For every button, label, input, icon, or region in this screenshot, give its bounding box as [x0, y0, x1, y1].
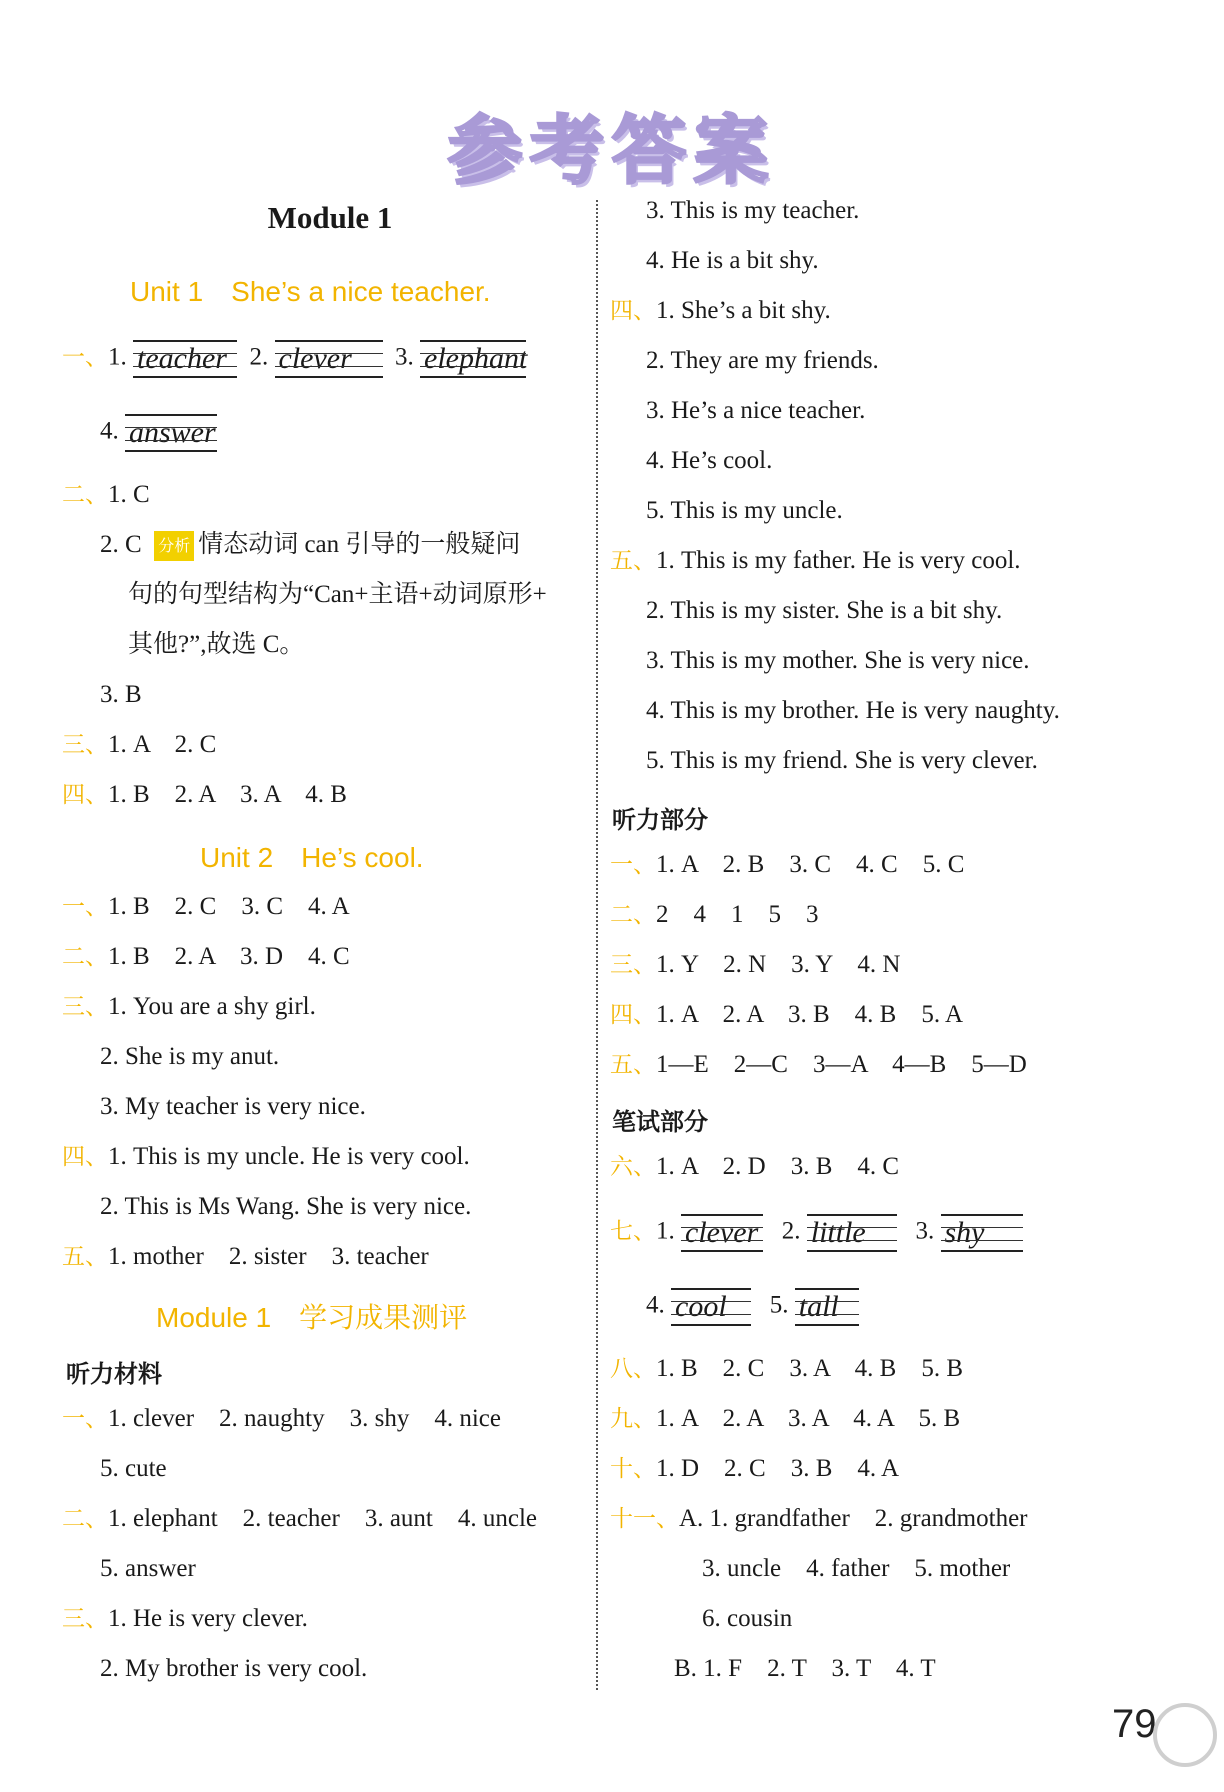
answer-text: 6. cousin	[702, 1605, 793, 1632]
section-mark: 一、	[610, 852, 656, 878]
listen-section5	[610, 1050, 1027, 1080]
watermark-logo	[1150, 1700, 1224, 1780]
a-section3-line1	[62, 1604, 308, 1634]
handwritten-answer: shy	[941, 1214, 1023, 1252]
r-section5-line1	[610, 546, 1021, 576]
section-mark: 六、	[610, 1154, 656, 1180]
u2-section3-line1	[62, 992, 316, 1022]
section-mark: 一、	[62, 344, 108, 371]
item-number: 4.	[646, 1291, 665, 1319]
answer-text: A. 1. grandfather 2. grandmother	[679, 1505, 1028, 1532]
answer-text: 4. This is my brother. He is very naughty.	[646, 697, 1060, 724]
section-mark: 一、	[62, 894, 108, 920]
listen-section4	[610, 1000, 963, 1030]
item-number: 3.	[395, 343, 414, 371]
answer-text: 3. He’s a nice teacher.	[646, 397, 866, 424]
section-mark: 三、	[610, 952, 656, 978]
a-section2-line1	[62, 1504, 537, 1534]
answer-text: 5. cute	[100, 1455, 167, 1482]
answer-text: 2. They are my friends.	[646, 347, 879, 374]
section-mark: 四、	[62, 782, 108, 808]
u2-section2	[62, 942, 350, 972]
item-number: 3.	[915, 1217, 935, 1245]
answer-text: 1. A 2. D 3. B 4. C	[656, 1153, 900, 1180]
page-number: 79	[1112, 1702, 1157, 1746]
answer-text: 3. uncle 4. father 5. mother	[702, 1555, 1011, 1582]
section-mark: 五、	[610, 1052, 656, 1078]
u1-section1-row2	[100, 414, 217, 452]
answer-text: 2. My brother is very cool.	[100, 1655, 368, 1682]
section-mark: 四、	[62, 1144, 108, 1170]
answer-text: 1. D 2. C 3. B 4. A	[656, 1455, 900, 1482]
analysis-text: 句的句型结构为“Can+主语+动词原形+	[128, 581, 547, 608]
analysis-text: 其他?”,故选 C。	[128, 631, 305, 658]
handwritten-answer: clever	[275, 340, 383, 378]
u2-section1	[62, 892, 350, 922]
column-divider	[596, 200, 598, 1690]
u1-section4	[62, 780, 347, 810]
answer-text: 3. This is my mother. She is very nice.	[646, 647, 1030, 674]
answer-text: 1. He is very clever.	[108, 1605, 308, 1632]
u1-section1-row1	[62, 340, 526, 378]
section-mark: 二、	[62, 482, 108, 508]
answer-text: 1. Y 2. N 3. Y 4. N	[656, 951, 901, 978]
analysis-text: 情态动词 can 引导的一般疑问	[198, 531, 521, 558]
answer-text: 1. A 2. A 3. A 4. A 5. B	[656, 1405, 961, 1432]
answer-text: 2. C	[100, 531, 142, 558]
u1-section2-line1	[62, 480, 150, 510]
answer-text: 1. B 2. C 3. A 4. B 5. B	[656, 1355, 963, 1382]
section-mark: 四、	[610, 1002, 656, 1028]
a-section1-line1	[62, 1404, 501, 1434]
answer-text: 1. This is my uncle. He is very cool.	[108, 1143, 470, 1170]
answer-text: 1. mother 2. sister 3. teacher	[108, 1243, 429, 1270]
section-mark: 五、	[610, 548, 656, 574]
written-section11-line1	[610, 1504, 1028, 1534]
section-mark: 二、	[610, 902, 656, 928]
written-section9	[610, 1404, 960, 1434]
answer-text: 4. He’s cool.	[646, 447, 773, 474]
section-mark: 三、	[62, 994, 108, 1020]
written-section7-row1	[610, 1214, 1023, 1252]
item-number: 1.	[656, 1217, 675, 1245]
written-section7-row2	[646, 1288, 859, 1326]
handwritten-answer: tall	[795, 1288, 859, 1326]
answer-text: 4. He is a bit shy.	[646, 247, 819, 274]
item-number: 2.	[781, 1217, 801, 1245]
answer-text: 3. This is my teacher.	[646, 197, 860, 224]
handwritten-answer: cool	[671, 1288, 751, 1326]
handwritten-answer: teacher	[133, 340, 237, 378]
answer-text: 2 4 1 5 3	[656, 901, 819, 928]
r-section4-line1	[610, 296, 831, 326]
answer-text: B. 1. F 2. T 3. T 4. T	[674, 1655, 936, 1682]
u1-section2-line2	[100, 530, 520, 561]
section-mark: 一、	[62, 1406, 108, 1432]
answer-text: 1. C	[108, 481, 150, 508]
item-number: 5.	[769, 1291, 789, 1319]
u2-section5	[62, 1242, 429, 1272]
section-mark: 十、	[610, 1456, 656, 1482]
answer-text: 2. She is my anut.	[100, 1043, 280, 1070]
watermark-icon	[1150, 1700, 1220, 1770]
analysis-badge: 分析	[154, 531, 194, 561]
answer-text: 1. A 2. B 3. C 4. C 5. C	[656, 851, 965, 878]
section-mark: 十一、	[610, 1506, 679, 1532]
section-mark: 二、	[62, 1506, 108, 1532]
answer-text: 2. This is my sister. She is a bit shy.	[646, 597, 1003, 624]
u1-section3	[62, 730, 216, 760]
listening-material-heading: 听力材料	[66, 1360, 162, 1388]
section-mark: 七、	[610, 1218, 656, 1245]
module-heading: Module 1	[267, 200, 393, 235]
listen-section1	[610, 850, 964, 880]
answer-text: 1. clever 2. naughty 3. shy 4. nice	[108, 1405, 501, 1432]
written-part-heading: 笔试部分	[612, 1108, 708, 1136]
answer-text: 1—E 2—C 3—A 4—B 5—D	[656, 1051, 1027, 1078]
answer-text: 1. You are a shy girl.	[108, 993, 316, 1020]
answer-text: 5. answer	[100, 1555, 196, 1582]
answer-text: 1. A 2. C	[108, 731, 217, 758]
section-mark: 二、	[62, 944, 108, 970]
u2-section4-line1	[62, 1142, 470, 1172]
answer-text: 1. She’s a bit shy.	[656, 297, 831, 324]
section-mark: 五、	[62, 1244, 108, 1270]
written-section10	[610, 1454, 899, 1484]
section-mark: 三、	[62, 732, 108, 758]
item-number: 4.	[100, 417, 119, 445]
answer-text: 3. B	[100, 681, 142, 708]
answer-text: 2. This is Ms Wang. She is very nice.	[100, 1193, 472, 1220]
listen-section3	[610, 950, 900, 980]
answer-text: 1. This is my father. He is very cool.	[656, 547, 1021, 574]
answer-text: 5. This is my uncle.	[646, 497, 843, 524]
answer-text: 5. This is my friend. She is very clever.	[646, 747, 1038, 774]
section-mark: 八、	[610, 1356, 656, 1382]
listen-section2	[610, 900, 819, 930]
unit2-heading: Unit 2 He’s cool.	[200, 842, 424, 873]
answer-text: 1. B 2. A 3. D 4. C	[108, 943, 350, 970]
handwritten-answer: answer	[125, 414, 217, 452]
page-title: 参考答案	[448, 108, 776, 194]
section-mark: 四、	[610, 298, 656, 324]
handwritten-answer: clever	[681, 1214, 763, 1252]
item-number: 1.	[108, 343, 127, 371]
answer-text: 1. elephant 2. teacher 3. aunt 4. uncle	[108, 1505, 538, 1532]
written-section6	[610, 1152, 899, 1182]
listening-part-heading: 听力部分	[612, 806, 708, 834]
answer-text: 1. B 2. C 3. C 4. A	[108, 893, 350, 920]
section-mark: 九、	[610, 1406, 656, 1432]
section-mark: 三、	[62, 1606, 108, 1632]
unit1-heading: Unit 1 She’s a nice teacher.	[130, 276, 491, 307]
handwritten-answer: elephant	[420, 340, 526, 378]
written-section8	[610, 1354, 963, 1384]
answer-text: 3. My teacher is very nice.	[100, 1093, 366, 1120]
answer-text: 1. A 2. A 3. B 4. B 5. A	[656, 1001, 963, 1028]
answer-text: 1. B 2. A 3. A 4. B	[108, 781, 347, 808]
assessment-heading: Module 1 学习成果测评	[156, 1302, 468, 1333]
item-number: 2.	[249, 343, 269, 371]
handwritten-answer: little	[807, 1214, 897, 1252]
